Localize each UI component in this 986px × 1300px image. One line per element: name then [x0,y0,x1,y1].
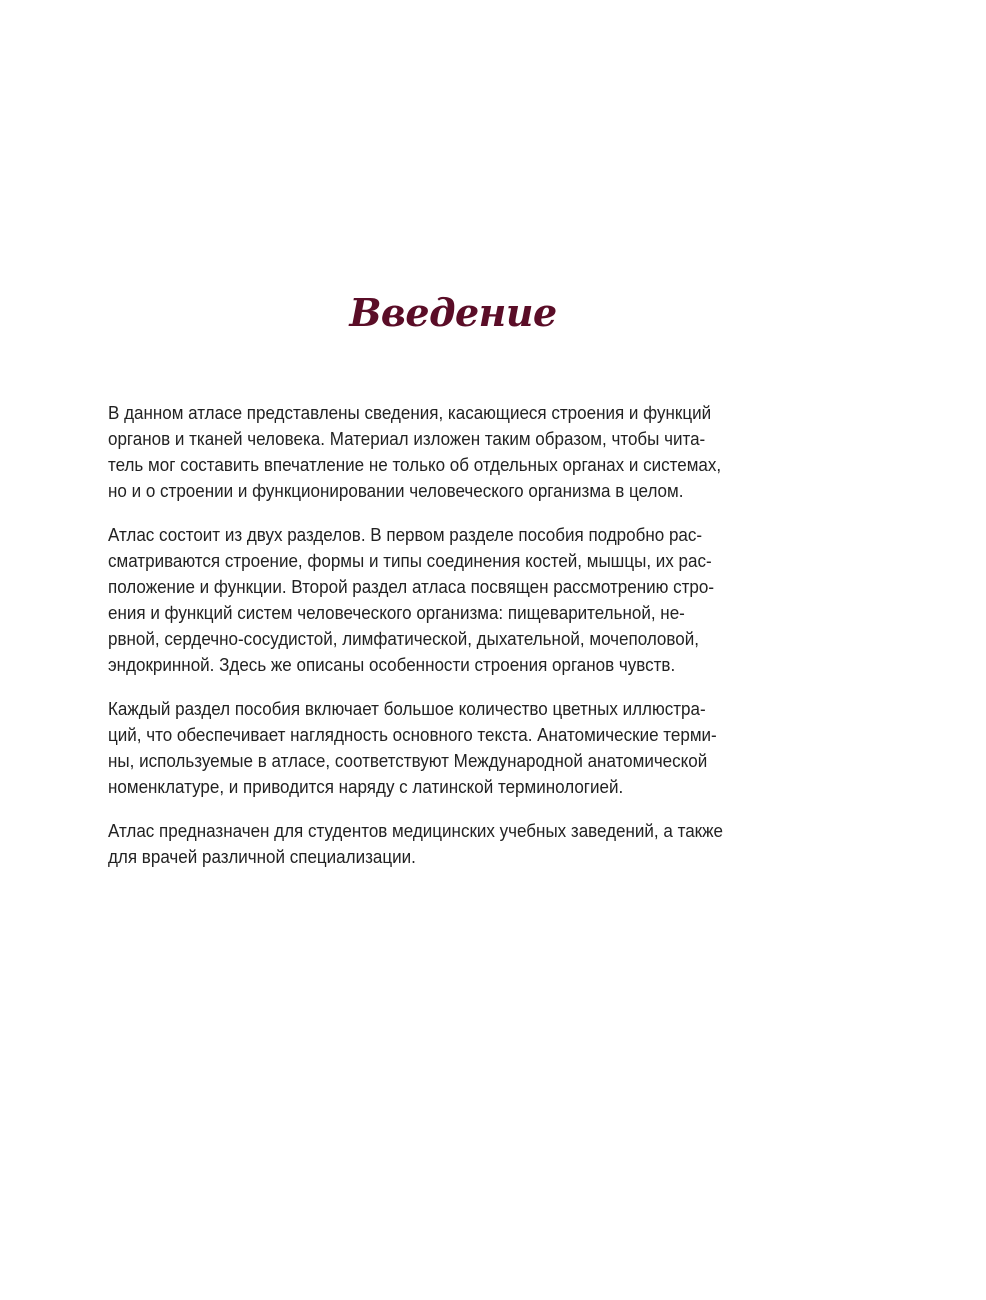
text-line: положение и функции. Второй раздел атласа посвящен рассмотрению стро- [108,576,715,597]
text-line: Атлас состоит из двух разделов. В первом разделе пособия подробно рас- [108,524,703,545]
paragraph-2 [108,522,743,678]
text-line: В данном атласе представлены сведения, касающиеся строения и функций [108,402,712,423]
text-line: рвной, сердечно-сосудистой, лимфатической, дыхательной, мочеполовой, [108,628,699,649]
text-line: для врачей различной специализации. [108,846,416,867]
paragraph-3 [108,696,743,800]
text-line: номенклатуре, и приводится наряду с латинской терминологией. [108,776,624,797]
text-line: Атлас предназначен для студентов медицинских учебных заведений, а также [108,820,723,841]
text-line: Каждый раздел пособия включает большое количество цветных иллюстра- [108,698,706,719]
page-title: Введение [349,290,557,335]
paragraph-4 [108,818,743,870]
text-line: ения и функций систем человеческого организма: пищеварительной, не- [108,602,685,623]
paragraph-1 [108,400,743,504]
text-line: ций, что обеспечивает наглядность основного текста. Анатомические терми- [108,724,717,745]
text-line: эндокринной. Здесь же описаны особенности строения органов чувств. [108,654,676,675]
body-text [108,400,743,888]
text-line: ны, используемые в атласе, соответствуют Международной анатомической [108,750,708,771]
text-line: но и о строении и функционировании человеческого организма в целом. [108,480,684,501]
text-line: сматриваются строение, формы и типы соединения костей, мышцы, их рас- [108,550,712,571]
text-line: тель мог составить впечатление не только об отдельных органах и системах, [108,454,722,475]
text-line: органов и тканей человека. Материал изложен таким образом, чтобы чита- [108,428,706,449]
